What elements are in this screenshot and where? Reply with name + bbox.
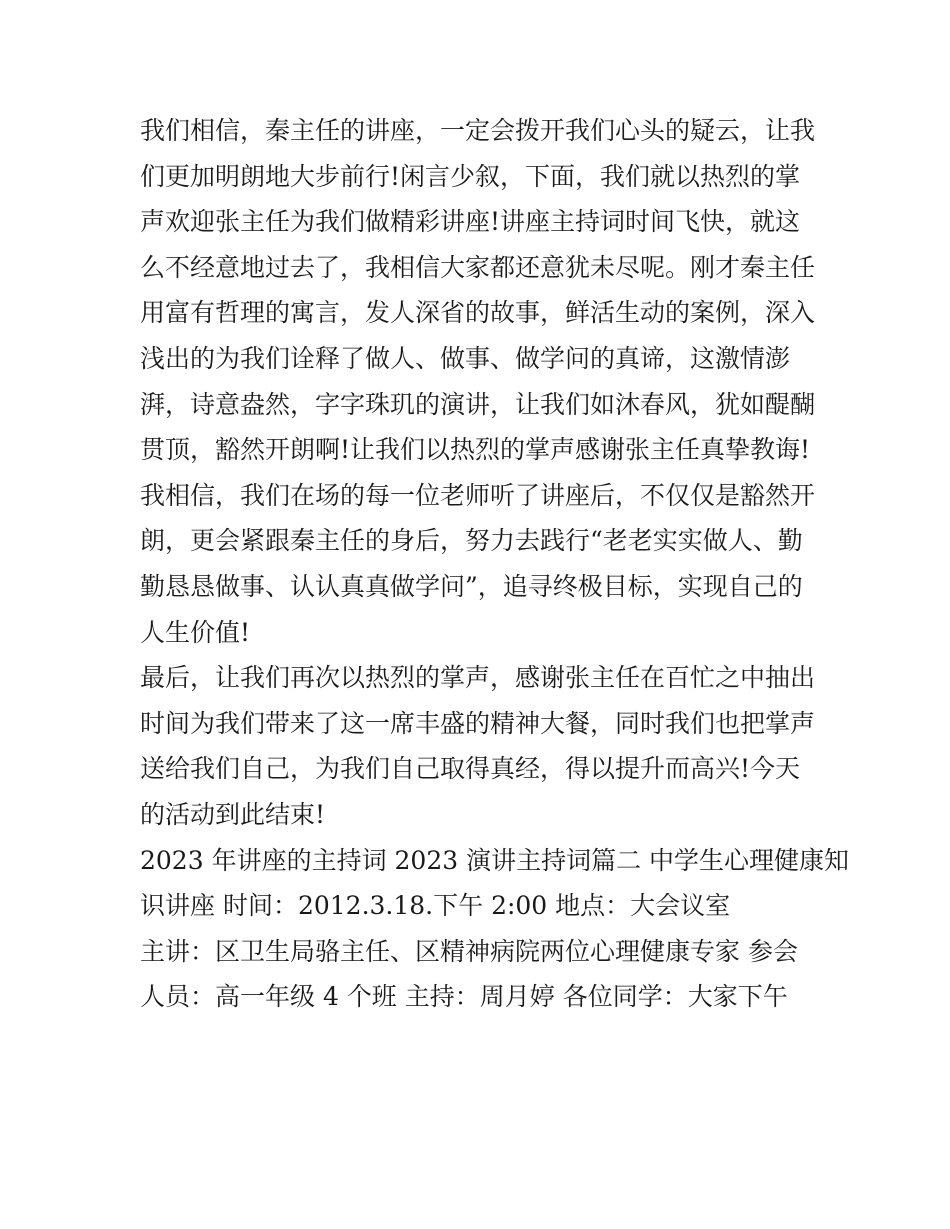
text-line: 2023 年讲座的主持词 2023 演讲主持词篇二 中学生心理健康知 <box>140 845 850 875</box>
text-line: 么不经意地过去了，我相信大家都还意犹未尽呢。刚才秦主任 <box>140 252 816 282</box>
text-line: 送给我们自己，为我们自己取得真经，得以提升而高兴!今天 <box>140 754 801 784</box>
text-line: 朗，更会紧跟秦主任的身后，努力去践行“老老实实做人、勤 <box>140 526 803 556</box>
text-line: 我们相信，秦主任的讲座，一定会拨开我们心头的疑云，让我 <box>140 116 816 145</box>
text-line: 最后，让我们再次以热烈的掌声，感谢张主任在百忙之中抽出 <box>140 663 816 693</box>
body-text <box>140 108 850 1020</box>
text-line: 们更加明朗地大步前行!闲言少叙，下面，我们就以热烈的掌 <box>140 161 801 191</box>
text-line: 浅出的为我们诠释了做人、做事、做学问的真谛，这激情澎 <box>140 343 791 373</box>
text-line: 的活动到此结束! <box>140 799 326 829</box>
text-line: 时间为我们带来了这一席丰盛的精神大餐，同时我们也把掌声 <box>140 708 816 738</box>
text-line: 湃，诗意盎然，字字珠玑的演讲，让我们如沐春风，犹如醍醐 <box>140 389 816 419</box>
text-line: 人生价值! <box>140 617 251 647</box>
text-line: 声欢迎张主任为我们做精彩讲座!讲座主持词时间飞快，就这 <box>140 207 801 237</box>
text-line: 主讲：区卫生局骆主任、区精神病院两位心理健康专家 参会 <box>140 936 798 966</box>
text-line: 我相信，我们在场的每一位老师听了讲座后，不仅仅是豁然开 <box>140 480 816 510</box>
text-line: 用富有哲理的寓言，发人深省的故事，鲜活生动的案例，深入 <box>140 298 816 328</box>
text-line: 贯顶，豁然开朗啊!让我们以热烈的掌声感谢张主任真挚教诲! <box>140 435 811 465</box>
text-line: 勤恳恳做事、认认真真做学问”，追寻终极目标，实现自己的 <box>140 571 803 601</box>
text-line: 人员：高一年级 4 个班 主持：周月婷 各位同学：大家下午 <box>140 982 788 1012</box>
text-line: 识讲座 时间：2012.3.18.下午 2:00 地点：大会议室 <box>140 891 731 921</box>
